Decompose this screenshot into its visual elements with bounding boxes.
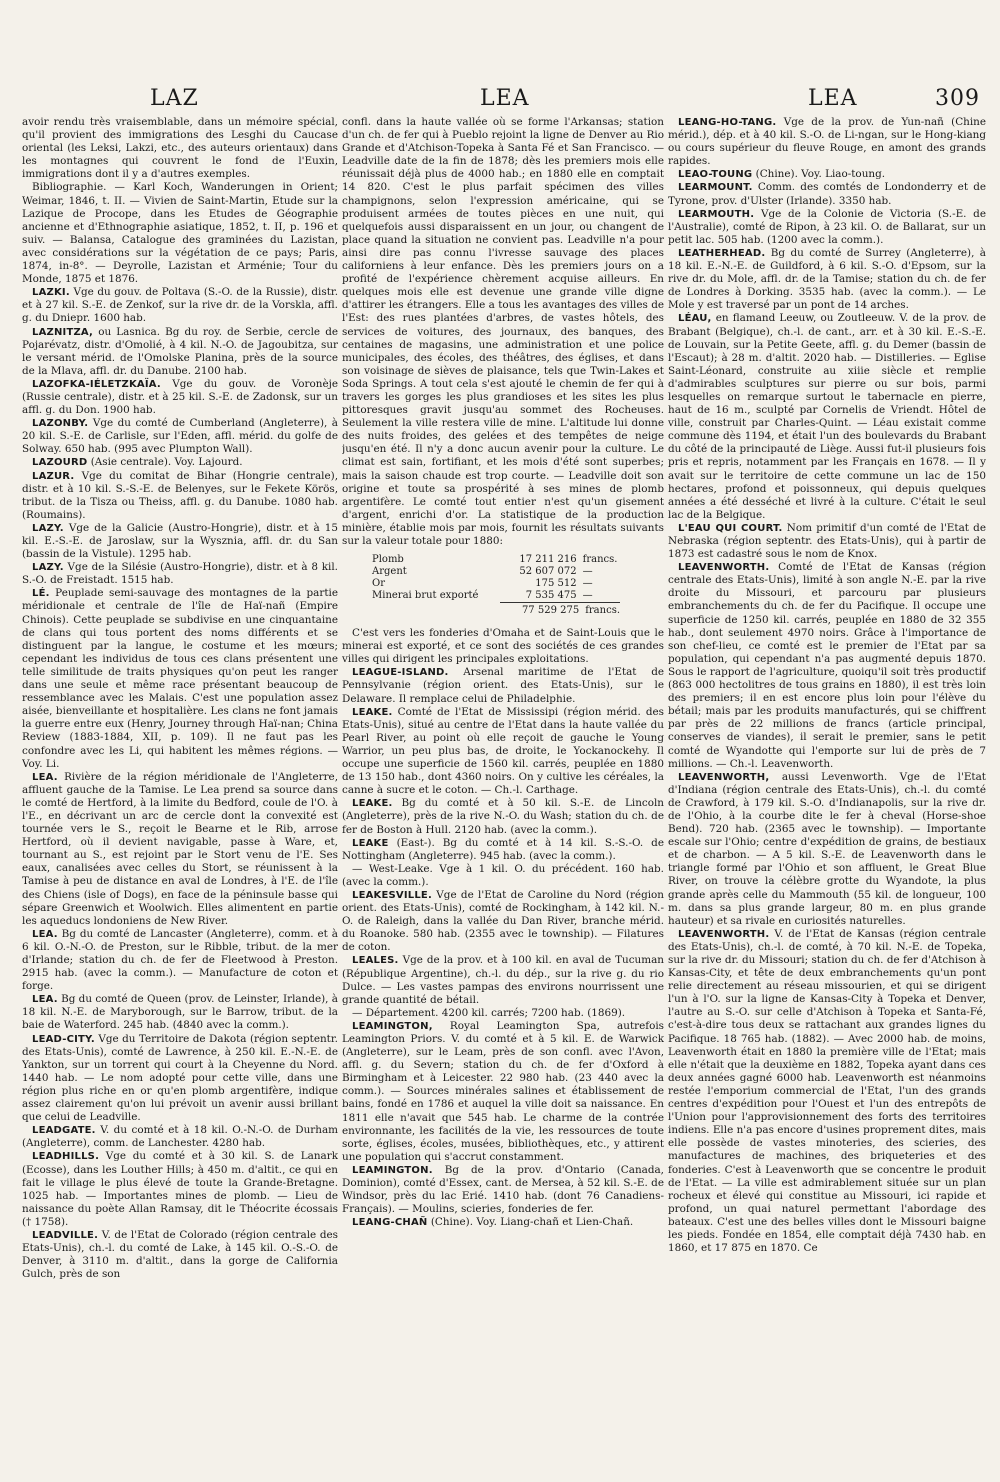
entry-headword: LEANG-CHAÑ: [352, 1217, 428, 1229]
entry-headword: LAZONBY.: [32, 418, 89, 430]
entry: [22, 1150, 338, 1229]
entry-headword: LAZNITZA,: [32, 326, 94, 338]
entry: [668, 561, 986, 771]
entry: [22, 181, 338, 286]
production-unit: —: [582, 590, 593, 602]
entry: [668, 181, 986, 207]
entry-headword: LEARMOUNT.: [678, 182, 753, 194]
entry-text: Comm. des comtés de Londonderry et de Tyrone, prov. d'Ulster (Irlande). 3350 hab.: [668, 181, 986, 207]
entry: [668, 928, 986, 1255]
production-name: Argent: [372, 566, 407, 578]
entry-text: Vge de la Silésie (Austro-Hongrie), distr. et à 8 kil. S.-O. de Freistadt. 1515 hab.: [22, 561, 338, 587]
entry-headword: LEAGUE-ISLAND.: [352, 667, 449, 679]
production-row: [372, 578, 622, 590]
entry: [342, 1020, 664, 1164]
entry-headword: LEAVENWORTH,: [678, 771, 770, 783]
entry-text: — Département. 4200 kil. carrés; 7200 hab. (1869).: [352, 1006, 626, 1019]
entry-headword: LEAKE: [352, 837, 389, 849]
running-header: [0, 86, 1000, 112]
production-name: Plomb: [372, 554, 404, 566]
entry-headword: LAZUR.: [32, 470, 75, 482]
production-value: 7 535 475: [525, 590, 577, 602]
entry: [22, 1229, 338, 1281]
production-name: Or: [372, 578, 385, 590]
entry-text: Bg du comté de Surrey (Angleterre), à 18 kil. E.-N.-E. de Guildford, à 6 kil. S.-O. d'Epsom, sur la rive dr. du Mole, affl. dr. de la Tamise; station du ch. de fer de Londres à Dorking. 3535 hab. (avec la comm.). — Le Mole y est traversé par un pont de 14 arches.: [668, 246, 986, 312]
entry: [342, 889, 664, 954]
entry: [22, 456, 338, 469]
column-2: [342, 116, 664, 1456]
entry: [22, 1124, 338, 1150]
entry-headword: LAZOFKA-IÉLETZKAÏA.: [32, 378, 161, 390]
column-1: [22, 116, 338, 1456]
entry-text: Vge de la Colonie de Victoria (S.-E. de l'Australie), comté de Ripon, à 23 kil. O. de Ballarat, sur un petit lac. 505 hab. (1200 avec la comm.).: [668, 207, 986, 246]
entry: [342, 706, 664, 798]
entry-text: Vge du comté de Cumberland (Angleterre), à 20 kil. S.-E. de Carlisle, sur l'Eden, affl. mérid. du golfe de Solway. 650 hab. (995 avec Plumpton Wall).: [22, 417, 338, 456]
entry-text: en flamand Leeuw, ou Zoutleeuw. V. de la prov. de Brabant (Belgique), ch.-l. de cant., arr. et à 30 kil. E.-S.-E. de Louvain, sur la Petite Geete, affl. g. du Demer (bassin de l'Escaut); à 28 m. d'altit. 2020 hab. — Distilleries. — Eglise Saint-Léonard, construite au xiiie siècle et remplie d'admirables sculptures sur pierre ou sur bois, parmi lesquelles on remarque surtout le tabernacle en pierre, haut de 16 m., sculpté par Cornelis de Vriendt. Hôtel de ville, construit par Charles-Quint. — Léau existait comme commune dès 1194, et était l'un des boulevards du Brabant du côté de la principauté de Liège. Aussi fut-il plusieurs fois pris et repris, notamment par les Français en 1678. — Il y avait sur le territoire de cette commune un lac de 150 hectares, profond et poissonneux, qui depuis quelques années a été desséché et livré à la culture. C'était le seul lac de la Belgique.: [668, 312, 986, 521]
production-value: 17 211 216: [519, 554, 577, 566]
entry-text: V. de l'Etat de Colorado (région centrale des Etats-Unis), ch.-l. du comté de Lake, à 145 kil. O.-S.-O. de Denver, à 3110 m. d'altit., dans la gorge de California Gulch, près de son: [22, 1228, 338, 1281]
entry-text: Peuplade semi-sauvage des montagnes de la partie méridionale et centrale de l'île de Haï-nañ (Empire Chinois). Cette peuplade se subdivise en une cinquantaine de clans qui tous portent des noms différents et se distinguent par la langue, le costume et les mœurs; cependant les individus de tous ces clans présentent une telle similitude de traits physiques qu'on peut les ranger dans une seule et même race présentant beaucoup de ressemblance avec les Malais. C'est une population assez aisée, bienveillante et hospitalière. Les clans ne font jamais la guerre entre eux (Henry, Journey through Haï-nan; China Review (1883-1884, XII, p. 109). Il ne faut pas les confondre avec les Li, qui habitent les mêmes régions. — Voy. Li.: [22, 587, 338, 770]
entry-text: confl. dans la haute vallée où se forme l'Arkansas; station d'un ch. de fer qui à Pueblo rejoint la ligne de Denver au Rio Grande et d'Atchison-Topeka à Santa Fé et San Francisco. — Leadville date de la fin de 1878; dès les premiers mois elle réunissait déjà plus de 4000 hab.; en 1880 elle en comptait 14 820. C'est le plus parfait spécimen des villes champignons, selon l'expression américaine, qui se produisent armées de toutes pièces en une nuit, qui quelquefois aussi disparaissent en un jour, ou changent de place quand la situation ne convient pas. Leadville n'a pour ainsi dire pas connu l'ivresse sauvage des places californiens à leur enfance. Dès les premiers jours on a profité de l'expérience chèrement acquise ailleurs. En quelques mois elle est devenue une grande ville digne d'attirer les étrangers. Elle a tous les avantages des villes de l'Est: des rues plantées d'arbres, de vastes hôtels, des services de voitures, des journaux, des banques, des centaines de magasins, une administration et une police municipales, des écoles, des théâtres, des églises, et dans son voisinage de sièves de plaisance, tels que Twin-Lakes et Soda Springs. A tout cela s'est ajouté le chemin de fer qui à travers les gorges les plus grandioses et les sites les plus pittoresques gravit jusqu'au sommet des Rocheuses. Seulement la ville restera ville de mine. L'altitude lui donne des nuits froides, des gelées et des tempêtes de neige jusqu'en été. Il n'y a donc aucun avenir pour la culture. Le climat est sain, fortifiant, et les mois d'été sont superbes; mais la saison chaude est trop courte. — Leadville doit son origine et toute sa prospérité à ses mines de plomb argentifère. Le comté tout entier n'est qu'un gisement d'argent, enrichi d'or. La statistique de la production minière, établie mois par mois, fournit les résultats suivants sur la valeur totale pour 1880:: [342, 116, 664, 547]
entry: [342, 797, 664, 836]
entry: [22, 1033, 338, 1125]
entry: [342, 863, 664, 889]
entry-text: (Chine). Voy. Liao-toung.: [755, 168, 886, 181]
entry: [342, 1164, 664, 1216]
production-value: 52 607 072: [519, 566, 577, 578]
entry: [668, 168, 986, 181]
entry-headword: LEAD-CITY.: [32, 1033, 95, 1045]
entry-text: Vge du comitat de Bihar (Hongrie centrale), distr. et à 10 kil. S.-S.-E. de Belenyes, sur le Fekete Körös, tribut. de la Tisza ou Theiss, affl. g. du Danube. 1080 hab. (Roumains).: [22, 469, 338, 521]
entry-headword: LÉ.: [32, 588, 50, 600]
entry-headword: LEAKE.: [352, 798, 393, 810]
entry: [668, 116, 986, 168]
entry-text: Vge du gouv. de Poltava (S.-O. de la Russie), distr. et à 27 kil. S.-E. de Zenkof, sur la rive dr. de la Vorskla, affl. g. du Dniepr. 1600 hab.: [22, 286, 338, 325]
entry: [342, 666, 664, 705]
entry-headword: LEAMINGTON,: [352, 1020, 433, 1032]
production-unit: —: [582, 578, 593, 590]
entry-text: Vge de la prov. de Yun-nañ (Chine mérid.), dép. et à 40 kil. S.-O. de Li-ngan, sur le Hong-kiang ou cours supérieur du fleuve Rouge, en amont des grands rapides.: [668, 116, 986, 168]
entry-text: Royal Leamington Spa, autrefois Leamington Priors. V. du comté et à 5 kil. E. de Warwick (Angleterre), sur le Leam, près de son confl. avec l'Avon, affl. g. du Severn; station du ch. de fer d'Oxford à Birmingham et à Leicester. 22 980 hab. (23 440 avec la comm.). — Sources minérales salines et établissement de bains, fondé en 1786 et auquel la ville doit sa naissance. En 1811 elle n'avait que 545 hab. Le charme de la contrée environnante, les facilités de la vie, les ressources de toute sorte, églises, écoles, musées, bibliothèques, etc., y attirent une population qui s'accrut constamment.: [342, 1019, 664, 1163]
entry-headword: LEANG-HO-TANG.: [678, 117, 777, 128]
production-row: [372, 590, 622, 602]
entry: [668, 208, 986, 247]
entry-headword: LEA.: [32, 928, 58, 940]
entry-headword: LEALES.: [352, 955, 399, 967]
entry-headword: LEADVILLE.: [32, 1229, 99, 1241]
entry: [342, 954, 664, 1006]
entry: [668, 247, 986, 312]
header-right: LEA: [808, 86, 858, 111]
entry: [22, 417, 338, 456]
entry-text: Bg du comté et à 50 kil. S.-E. de Lincoln (Angleterre), près de la rive N.-O. du Wash; station du ch. de fer de Boston à Hull. 2120 hab. (avec la comm.).: [342, 797, 664, 836]
entry: [22, 561, 338, 587]
entry-headword: LEAKESVILLE.: [352, 889, 432, 901]
entry-text: Vge du comté et à 30 kil. S. de Lanark (Ecosse), dans les Louther Hills; à 450 m. d'altit., ce qui en fait le village le plus élevé de toute la Grande-Bretagne. 1025 hab. — Importantes mines de plomb. — Lieu de naissance du poète Allan Ramsay, dit le Théocrite écossais († 1758).: [22, 1150, 338, 1228]
production-total: 77 529 275 francs.: [500, 602, 620, 617]
entry: [342, 1007, 664, 1020]
entry-text: V. de l'Etat de Kansas (région centrale des Etats-Unis), ch.-l. de comté, à 70 kil. N.-E. de Topeka, sur la rive dr. du Missouri; station du ch. de fer d'Atchison à Kansas-City, et tête de deux embranchements qu'un pont relie directement au réseau missourien, et qui se dirigent l'un à l'O. sur la ligne de Kansas-City à Topeka et Denver, l'autre au S.-O. sur celle d'Atchison à Topeka et Santa-Fé, c'est-à-dire tous deux se rattachant aux grandes lignes du Pacifique. 18 765 hab. (1882). — Avec 2000 hab. de moins, Leavenworth était en 1880 la première ville de l'Etat; mais elle n'était que la deuxième en 1882, Topeka ayant dans ces deux années gagné 6000 hab. Leavenworth est néanmoins restée l'emporium commercial de l'Etat, l'un des grands centres d'expédition pour l'Ouest et l'un des entrepôts de l'Union pour l'approvisionnement des forts des territoires indiens. Elle n'a pas encore d'usines proprement dites, mais elle possède de vastes minoteries, des scieries, des manufactures de machines, des briqueteries et des fonderies. C'est à Leavenworth que se concentre le produit de l'Etat. — La ville est admirablement située sur un plan rocheux et élevé qui constitue au Missouri, ici rapide et profond, un quai naturel permettant l'abordage des bateaux. C'est une des belles villes dont le Missouri baigne les pieds. Fondée en 1854, elle comptait déjà 7430 hab. en 1860, et 17 875 en 1870. Ce: [668, 927, 986, 1255]
entry-text: aussi Levenworth. Vge de l'Etat d'Indiana (région centrale des Etats-Unis), ch.-l. du comté de Crawford, à 179 kil. S.-O. d'Indianapolis, sur la rive dr. de l'Ohio, à la courbe dite le fer à cheval (Horse-shoe Bend). 720 hab. (2365 avec le township). — Importante escale sur l'Ohio; centre d'expédition de grains, de bestiaux et de charbon. — A 5 kil. S.-E. de Leavenworth dans le triangle formé par l'Ohio et son affluent, le Great Blue River, on trouve la célèbre grotte du Wyandote, la plus grande après celle du Mammouth (55 kil. de longueur, 100 m. dans sa plus grande largeur, 80 m. en plus grande hauteur) et sa rivale en curiosités naturelles.: [668, 770, 986, 927]
entry: [22, 378, 338, 417]
entry-headword: LAZKI.: [32, 287, 70, 299]
production-unit: —: [582, 566, 593, 578]
entry: [668, 771, 986, 928]
entry: [342, 116, 664, 548]
production-row: [372, 554, 622, 566]
entry-text: Vge du gouv. de Voronèje (Russie centrale), distr. et à 25 kil. S.-E. de Zadonsk, sur un affl. g. du Don. 1900 hab.: [22, 377, 338, 417]
entry-headword: LAZY.: [32, 522, 64, 534]
column-3: [668, 116, 986, 1456]
entry: [668, 522, 986, 561]
entry-text: Comté de l'Etat de Mississipi (région mérid. des Etats-Unis), situé au centre de l'Etat dans la haute vallée du Pearl River, au point où elle reçoit de gauche le Young Warrior, un peu plus bas, de droite, le Yockanockehy. Il occupe une superficie de 1560 kil. carrés, peuplée en 1880 de 13 150 hab., dont 4360 noirs. On y cultive les céréales, la canne à sucre et le coton. — Ch.-l. Carthage.: [342, 705, 664, 797]
entry-text: V. du comté et à 18 kil. O.-N.-O. de Durham (Angleterre), comm. de Lanchester. 4280 hab.: [22, 1124, 338, 1150]
entry-text: Bg du comté de Queen (prov. de Leinster, Irlande), à 18 kil. N.-E. de Maryborough, sur le Barrow, tribut. de la baie de Waterford. 245 hab. (4840 avec la comm.).: [22, 993, 338, 1032]
entry-headword: LEADGATE.: [32, 1125, 96, 1137]
entry: [22, 522, 338, 561]
entry-text: C'est vers les fonderies d'Omaha et de Saint-Louis que le minerai est exporté, et ce sont des sociétés de ces grandes villes qui dirigent les principales exploitations.: [342, 627, 664, 666]
entry-text: Comté de l'Etat de Kansas (région centrale des Etats-Unis), limité à son angle N.-E. par la rive droite du Missouri, et parcouru par plusieurs embranchements du ch. de fer du Pacifique. Il occupe une superficie de 1250 kil. carrés, peuplée en 1880 de 32 355 hab., dont seulement 4970 noirs. Grâce à l'importance de son chef-lieu, ce comté est le premier de l'Etat par sa population, qui cependant n'a pas augmenté depuis 1870. Sous le rapport de l'agriculture, quoiqu'il soit très productif (863 000 hectolitres de tous grains en 1880), il est très loin des premiers; il en est encore plus loin pour l'élève du bétail; mais par les produits manufacturés, qui se chiffrent par près de 22 millions de francs (article principal, conserves de viandes), il serait le premier, sans le petit comté de Wyandotte qui l'emporte sur lui de près de 7 millions. — Ch.-l. Leavenworth.: [668, 561, 986, 770]
entry: [22, 286, 338, 325]
entry: [342, 1216, 664, 1229]
entry-headword: LÉAU,: [678, 313, 712, 325]
header-left: LAZ: [150, 86, 199, 111]
entry-headword: LEA.: [32, 994, 58, 1006]
entry-text: Rivière de la région méridionale de l'Angleterre, affluent gauche de la Tamise. Le Lea prend sa source dans le comté de Hertford, à la limite du Bedford, coule de l'O. à l'E., en décrivant un arc de cercle dont la convexité est tournée vers le S., reçoit le Bearne et le Rib, arrose Hertford, où il devient navigable, passe à Ware, et, tournant au S., est rejoint par le Stort venu de l'E. Ses eaux, canalisées avec celles du Stort, se réunissent à la Tamise à peu de distance en aval de Londres, à l'E. de l'île des Chiens (isle of Dogs), en face de la péninsule basse qui sépare Greenwich et Woolwich. Elles alimentent en partie les aqueducs londoniens de New River.: [22, 770, 338, 927]
entry-headword: LEAO-TOUNG: [678, 169, 753, 181]
entry-text: Vge de la Galicie (Austro-Hongrie), distr. et à 15 kil. E.-S.-E. de Jaroslaw, sur la Wysznia, affl. dr. du San (bassin de la Vistule). 1295 hab.: [22, 521, 338, 561]
entry-headword: LEA.: [32, 771, 58, 783]
entry-headword: LEADHILLS.: [32, 1151, 100, 1163]
production-row: [372, 566, 622, 578]
entry-headword: LEAKE.: [352, 706, 393, 718]
entry-headword: LEARMOUTH.: [678, 208, 755, 220]
entry-headword: LEAVENWORTH.: [678, 562, 770, 574]
entry-headword: LAZY.: [32, 562, 64, 574]
entry-text: — West-Leake. Vge à 1 kil. O. du précédent. 160 hab. (avec la comm.).: [342, 862, 664, 888]
entry-text: avoir rendu très vraisemblable, dans un mémoire spécial, qu'il provient des immigrations des Lesghi du Caucase oriental (les Leksi, Lakzi, etc., des auteurs orientaux) dans les montagnes qui couvrent le fond de l'Euxin, immigrations dont il y a d'autres exemples.: [22, 116, 338, 181]
entry-text: (East-). Bg du comté et à 14 kil. S.-S.-O. de Nottingham (Angleterre). 945 hab. (avec la comm.).: [342, 836, 664, 862]
entry: [22, 928, 338, 993]
production-value: 175 512: [535, 578, 577, 590]
entry-headword: LEAMINGTON.: [352, 1164, 433, 1176]
production-name: Minerai brut exporté: [372, 590, 479, 602]
entry-text: Bibliographie. — Karl Koch, Wanderungen in Orient; Weimar, 1846, t. II. — Vivien de Saint-Martin, Etude sur la Lazique de Procope, dans les Etudes de Géographie ancienne et d'Ethnographie asiatique, 1852, t. II, p. 196 et suiv. — Balansa, Catalogue des graminées du Lazistan, avec considérations sur la végétation de ce pays; Paris, 1874, in-8°. — Deyrolle, Lazistan et Arménie; Tour du Monde, 1875 et 1876.: [22, 181, 338, 286]
entry: [342, 627, 664, 666]
entry: [22, 116, 338, 181]
entry-headword: LAZOURD: [32, 457, 88, 469]
entry-text: (Chine). Voy. Liang-chañ et Lien-Chañ.: [430, 1216, 634, 1229]
entry: [22, 587, 338, 770]
entry-headword: L'EAU QUI COURT.: [678, 522, 783, 534]
production-table: [372, 554, 622, 617]
entry-text: Bg de la prov. d'Ontario (Canada, Dominion), comté d'Essex, cant. de Mersea, à 52 kil. S.-E. de Windsor, près du lac Erié. 1410 hab. (dont 76 Canadiens-Français). — Moulins, scieries, fonderies de fer.: [342, 1163, 664, 1216]
entry: [22, 470, 338, 522]
production-unit: francs.: [582, 554, 618, 566]
entry-text: ou Lasnica. Bg du roy. de Serbie, cercle de Pojarévatz, distr. d'Omolié, à 4 kil. N.-O. de Jagoubitza, sur le versant mérid. de l'Omolske Planina, près de la source de la Mlava, affl. dr. du Danube. 2100 hab.: [22, 325, 338, 377]
entry-text: Arsenal maritime de l'Etat de Pennsylvanie (région orient. des Etats-Unis), sur le Delaware. Il remplace celui de Philadelphie.: [342, 666, 664, 705]
entry: [668, 312, 986, 522]
page-number: 309: [935, 86, 980, 111]
entry: [22, 993, 338, 1032]
entry-text: Vge de la prov. et à 100 kil. en aval de Tucuman (République Argentine), ch.-l. du dép., sur la rive g. du rio Dulce. — Les vastes pampas des environs nourrissent une grande quantité de bétail.: [342, 954, 664, 1006]
entry-headword: LEATHERHEAD.: [678, 247, 766, 259]
entry-text: Vge du Territoire de Dakota (région septentr. des Etats-Unis), comté de Lawrence, à 250 kil. E.-N.-E. de Yankton, sur un torrent qui court à la Cheyenne du Nord. 1440 hab. — Le nom adopté pour cette ville, dans une région plus riche en or qu'en plomb argentifère, indique assez clairement qu'on lui prévoit un avenir aussi brillant que celui de Leadville.: [22, 1032, 338, 1124]
entry-text: Vge de l'Etat de Caroline du Nord (région orient. des Etats-Unis), comté de Rockingham, à 142 kil. N.-O. de Raleigh, dans la vallée du Dan River, branche mérid. du Roanoke. 580 hab. (2355 avec le township). — Filatures de coton.: [342, 888, 664, 954]
entry: [22, 326, 338, 378]
entry-text: (Asie centrale). Voy. Lajourd.: [90, 456, 243, 469]
entry: [342, 837, 664, 863]
header-center: LEA: [480, 86, 530, 111]
entry-headword: LEAVENWORTH.: [678, 928, 770, 940]
entry-text: Bg du comté de Lancaster (Angleterre), comm. et à 6 kil. O.-N.-O. de Preston, sur le Ribble, tribut. de la mer d'Irlande; station du ch. de fer de Fleetwood à Preston. 2915 hab. (avec la comm.). — Manufacture de coton et forge.: [22, 927, 338, 993]
entry-text: Nom primitif d'un comté de l'Etat de Nebraska (région septentr. des Etats-Unis), qui à partir de 1873 est cadastré sous le nom de Knox.: [668, 521, 986, 561]
entry: [22, 771, 338, 928]
